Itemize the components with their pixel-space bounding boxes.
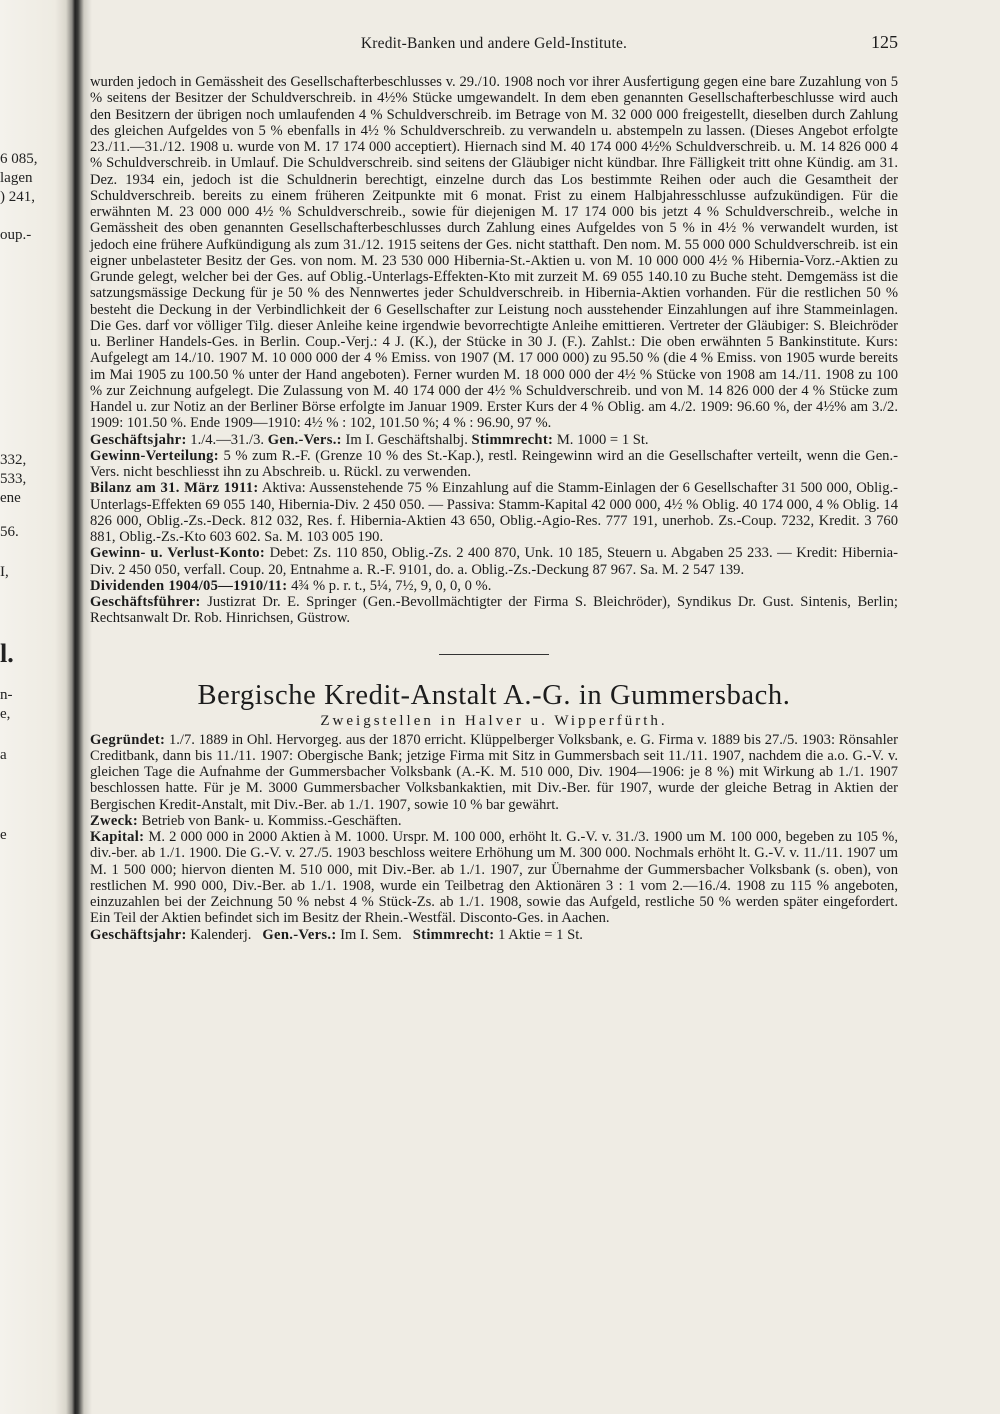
left-page-fragment: 56. bbox=[0, 524, 19, 540]
value-gewinn-verlust: Debet: Zs. 110 850, Oblig.-Zs. 2 400 870, Unk. 10 185, Steuern u. Abgaben 25 233. — Kredit: Hibernia-Div. 2 450 050, verfall. Coup. 20, Entnahme a. R.-F. 9101, do. a. Oblig.-Zs.-Deckung 87 967. Sa. M. 2 547 139. bbox=[90, 545, 898, 578]
paragraph-geschaeftsjahr bbox=[90, 432, 898, 448]
value-genvers-2: Im I. Sem. bbox=[340, 926, 402, 943]
value-dividenden: 4¾ % p. r. t., 5¼, 7½, 9, 0, 0, 0 %. bbox=[291, 577, 492, 594]
value-gegruendet: 1./7. 1889 in Ohl. Hervorgeg. aus der 1870 erricht. Klüppelberger Volksbank, e. G. Firma v. 1889 bis 27./5. 1903: Rönsahler Creditbank, dann bis 11./11. 1907: Obergische Bank; jetzige Firma mit Sitz in Gummersbach seit 11./11. 1907, nachdem die a.o. G.-V. v. gleichen Tage die Aufnahme der Gummersbacher Volksbank (A.-K. M. 510 000, Div. 1904—1906: je 8 %) mit Wirkung ab 1./1. 1907 beschlossen hatte. Für je M. 3000 Gummersbacher Volksbankaktien, mit Div.-Ber. für 1907, wurde der gleiche Betrag in Aktien der Bergischen Kredit-Anstalt, mit Div.-Ber. ab 1./1. 1907, sowie 10 % bar gewährt. bbox=[90, 731, 898, 813]
left-page-fragment: oup.- bbox=[0, 227, 32, 243]
label-geschaeftsjahr: Geschäftsjahr: bbox=[90, 431, 187, 448]
left-page-fragment: e bbox=[0, 827, 7, 843]
paragraph-dividenden bbox=[90, 578, 898, 594]
value-geschaeftsjahr-2: Kalenderj. bbox=[190, 926, 252, 943]
label-genvers: Gen.-Vers.: bbox=[267, 431, 342, 448]
left-page-fragment: I, bbox=[0, 564, 9, 580]
paragraph-gewinn-verteilung bbox=[90, 448, 898, 481]
paragraph-bond-terms: wurden jedoch in Gemässheit des Gesellschafterbeschlusses v. 29./10. 1908 noch vor ihrer Ausfertigung gegen eine bare Zuzahlung von 5 % seitens der Besitzer der Schuldverschreib. in 4½% Stücke umgewandelt. In dem eben genannten Gesellschafterbeschlusse wird auch den Besitzern der übrigen noch umlaufenden 4 % Schuldverschreib. im Betrage von M. 32 000 000 freigestellt, dieselben durch Zahlung des gleichen Aufgeldes von 5 % ebenfalls in 4½ % Schuldverschreib. zu verwandeln u. abstempeln zu lassen. (Dieses Angebot erfolgte 23./11.—31./12. 1908 u. wurde von M. 17 174 000 acceptiert). Hiernach sind M. 40 174 000 4½% Schuldverschreib. u. M. 14 826 000 4 % Schuldverschreib. in Umlauf. Die Schuldverschreib. sind seitens der Gläubiger nicht kündbar. Ihre Fälligkeit tritt ohne Kündig. am 31. Dez. 1934 ein, jedoch ist die Schuldnerin berechtigt, einzelne durch das Los bestimmte Reihen oder auch die Gesamtheit der Schuldverschreib. bereits zu einem früheren Zeitpunkte mit 6 monat. Frist zu einem Halbjahresschlusse aufzukündigen. Für die erwähnten M. 23 000 000 4½ % Schuldverschreib., sowie für diejenigen M. 17 174 000 bis jetzt 4 % Schuldverschreib., welche in Gemässheit des oben genannten Gesellschafterbeschlusses durch Zahlung eines Aufgeldes von 5 % in 4½ % verwandelt wurden, ist jedoch eine frühere Aufkündigung als zum 31./12. 1915 seitens der Ges. nicht statthaft. Den nom. M. 55 000 000 Schuldverschreib. ist ein eigner unbelasteter Besitz der Ges. von nom. M. 23 530 000 Hibernia-St.-Aktien u. von M. 10 000 000 4½ % Hibernia-Vorz.-Aktien zu Grunde gelegt, welcher bei der Ges. auf Oblig.-Unterlags-Effekten-Kto mit zurzeit M. 69 055 140.10 zu Buche steht. Demgemäss ist die satzungsmässige Deckung für je 50 % des Nennwertes jeder Schuldverschreib. in Hibernia-Aktien vorhanden. Für die restlichen 50 % besteht die Deckung in der Verbindlichkeit der 6 Gesellschafter zur Leistung noch ausstehender Einzahlungen auf ihre Stammeinlagen. Die Ges. darf vor völliger Tilg. dieser Anleihe keine irgendwie bevorrechtigte Anleihe emittieren. Vertreter der Gläubiger: S. Bleichröder u. Berliner Handels-Ges. in Berlin. Coup.-Verj.: 4 J. (K.), der Stücke in 30 J. (F.). Zahlst.: Die oben erwähnten 5 Bankinstitute. Kurs: Aufgelegt am 14./10. 1907 M. 10 000 000 der 4 % Emiss. von 1907 (M. 17 000 000) zu 95.50 % (die 4 % Emiss. von 1905 wurde bereits im Mai 1905 zu 100.50 % unter der Hand angeboten). Ferner wurden M. 18 000 000 der 4½ % Stücke von 1908 am 14./11. 1908 zu 100 % zur Zeichnung aufgelegt. Die Zulassung von M. 40 174 000 der 4½ % Schuldverschreib. und von M. 14 826 000 der 4 % Stücke zum Handel u. zur Notiz an der Berliner Börse erfolgte im Januar 1909. Erster Kurs der 4 % Oblig. am 4./2. 1909: 96.60 %, der 4½% am 3./2. 1909: 101.50 %. Ende 1909—1910: 4½ % : 102, 101.50 %; 4 % : 96.90, 97 %. bbox=[90, 74, 898, 432]
page-number: 125 bbox=[871, 32, 898, 52]
paragraph-gegruendet bbox=[90, 732, 898, 813]
value-bilanz: Aktiva: Aussenstehende 75 % Einzahlung auf die Stamm-Einlagen der 6 Gesellschafter 31 500 000, Oblig.-Unterlags-Effekten 69 055 140, Hibernia-Div. 2 450 050. — Passiva: Stamm-Kapital 42 000 000, 4½ % Oblig. 40 174 000, 4 % Oblig. 14 826 000, Oblig.-Zs.-Deck. 812 032, Res. f. Hibernia-Aktien 43 650, Oblig.-Agio-Res. 777 191, unerhob. Zs.-Coup. 7232, Kredit. 3 760 881, Oblig.-Zs.-Kto 603 602. Sa. M. 103 005 190. bbox=[90, 480, 899, 545]
value-genvers: Im I. Geschäftshalbj. bbox=[345, 431, 468, 448]
company-subheading: Zweigstellen in Halver u. Wipperfürth. bbox=[320, 712, 668, 729]
value-zweck: Betrieb von Bank- u. Kommiss.-Geschäften. bbox=[141, 812, 402, 829]
paragraph-geschaeftsjahr-2 bbox=[90, 927, 898, 943]
left-page-fragment: a bbox=[0, 747, 7, 763]
left-page-fragment: 332, 533, ene bbox=[0, 452, 27, 506]
running-title: Kredit-Banken und andere Geld-Institute. bbox=[360, 35, 628, 52]
label-stimmrecht-2: Stimmrecht: bbox=[412, 926, 495, 943]
section-divider bbox=[439, 654, 549, 655]
left-page-fragment: 6 085, lagen ) 241, bbox=[0, 151, 38, 205]
paragraph-geschaeftsfuehrer bbox=[90, 594, 898, 627]
left-page-fragment: n- e, bbox=[0, 687, 13, 722]
label-geschaeftsfuehrer: Geschäftsführer: bbox=[90, 594, 201, 610]
label-bilanz: Bilanz am 31. März 1911: bbox=[90, 480, 259, 497]
left-page-fragment: l. bbox=[0, 640, 14, 668]
value-geschaeftsfuehrer: Justizrat Dr. E. Springer (Gen.-Bevollmächtigter der Firma S. Bleichröder), Syndikus Dr. Gust. Sintenis, Berlin; Rechtsanwalt Dr. Rob. Hinrichsen, Güstrow. bbox=[90, 594, 898, 627]
paragraph-kapital bbox=[90, 829, 898, 927]
label-stimmrecht: Stimmrecht: bbox=[471, 431, 554, 448]
body-text bbox=[90, 74, 898, 943]
paragraph-gewinn-verlust bbox=[90, 545, 898, 578]
label-gegruendet: Gegründet: bbox=[90, 731, 166, 748]
value-gewinn-verteilung: 5 % zum R.-F. (Grenze 10 % des St.-Kap.), restl. Reingewinn wird an die Gesellschafter verteilt, wenn die Gen.-Vers. nicht beschliesst ihn zu Abschreib. u. Rückl. zu verwenden. bbox=[90, 447, 898, 480]
value-geschaeftsjahr: 1./4.—31./3. bbox=[190, 431, 265, 448]
company-heading: Bergische Kredit-Anstalt A.-G. in Gummersbach. bbox=[197, 679, 791, 711]
label-geschaeftsjahr-2: Geschäftsjahr: bbox=[90, 926, 187, 943]
running-header bbox=[90, 32, 898, 58]
label-gewinn-verteilung: Gewinn-Verteilung: bbox=[90, 447, 219, 464]
value-stimmrecht: M. 1000 = 1 St. bbox=[556, 431, 649, 448]
label-genvers-2: Gen.-Vers.: bbox=[262, 926, 337, 943]
label-gewinn-verlust: Gewinn- u. Verlust-Konto: bbox=[90, 545, 266, 562]
label-dividenden: Dividenden 1904/05—1910/11: bbox=[90, 577, 288, 594]
value-stimmrecht-2: 1 Aktie = 1 St. bbox=[498, 926, 583, 943]
label-zweck: Zweck: bbox=[90, 812, 139, 829]
label-kapital: Kapital: bbox=[90, 829, 145, 845]
value-kapital: M. 2 000 000 in 2000 Aktien à M. 1000. Urspr. M. 100 000, erhöht lt. G.-V. v. 31./3. 1900 um M. 100 000, begeben zu 105 %, div.-ber. ab 1./1. 1900. Die G.-V. v. 27./5. 1903 beschloss weitere Erhöhung um M. 300 000. Nochmals erhöht lt. G.-V. v. 11./11. 1907 um M. 1 500 000; hiervon dienten M. 510 000, mit Div.-Ber. ab 1./1. 1907, zur Übernahme der Gummersbacher Volksbank (s. oben), von restlichen M. 990 000, Div.-Ber. ab 1./1. 1908, wurde ein Teilbetrag den Aktionären 3 : 1 vom 2.—16./4. 1908 zu 115 % angeboten, einzuzahlen bei der Zeichnung 50 % nebst 4 % Stück-Zs. ab 1./1. 1908, sowie das Aufgeld, restliche 50 % werden später eingefordert. Ein Teil der Aktien befindet sich im Besitz der Rhein.-Westfäl. Disconto-Ges. in Aachen. bbox=[90, 829, 898, 927]
paragraph-zweck bbox=[90, 813, 898, 829]
paragraph-bilanz bbox=[90, 480, 898, 545]
